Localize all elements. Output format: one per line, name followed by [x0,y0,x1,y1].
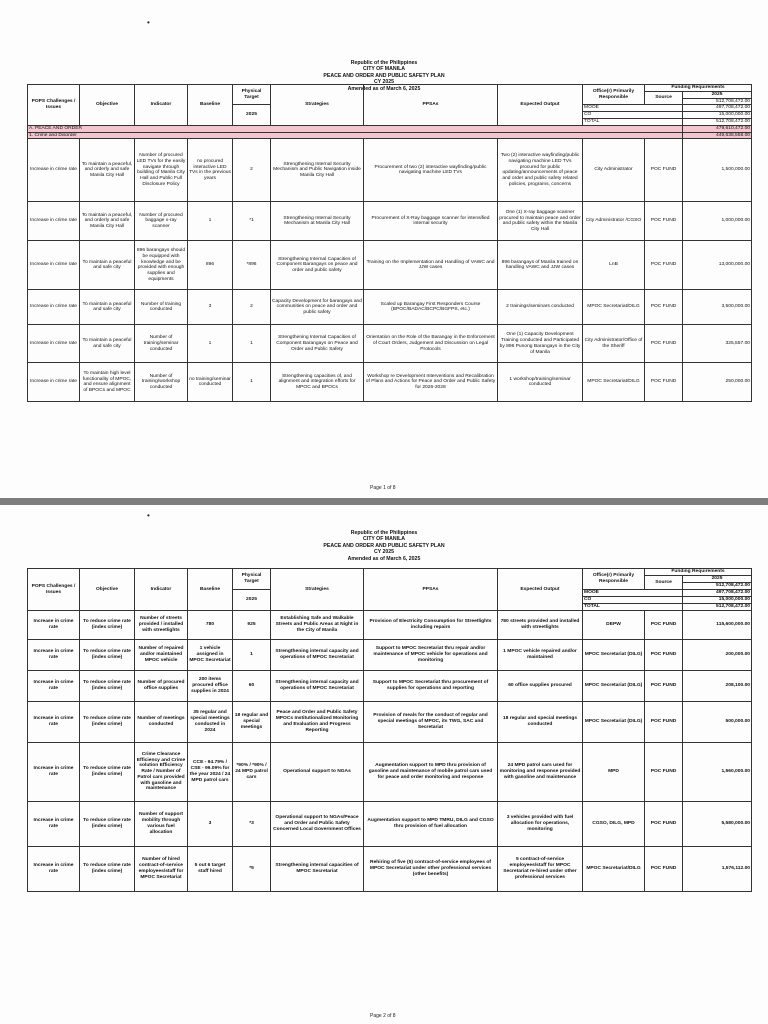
office-cell: MPOC Secretariat/DILG [583,847,645,892]
office-cell: MPOC Secretariat (DILG) [583,640,645,671]
source-cell: POC FUND [645,139,683,202]
strategy-cell: Establishing Safe and Walkable Streets and Public Areas at Night in the City of Manila [271,611,364,640]
ppsa-cell: Provision of meals for the conduct of regular and special meetings of MPOC, its TWG, SAC and Secretariat [364,702,498,743]
ppsa-cell: Support to MPOC Secretariat thru repair and/or maintenance of MPOC vehicle for operations and monitoring [364,640,498,671]
col-ppsas: PPSAs [364,85,498,126]
source-cell: POC FUND [645,290,683,325]
indicator-cell: Number of training conducted [135,290,188,325]
col-indicator: Indicator [135,85,188,126]
expected-output-cell: 5 contract-of-service employees/staff for MPOC Secretariat re-hired under other professional services [498,847,583,892]
office-cell: City Administrator/Office of the Sheriff [583,325,645,363]
ppsa-cell: Training on the Implementation and Handling of VAWC and JJW cases [364,241,498,290]
challenge-cell: Increase in crime rate [28,611,80,640]
target-cell: *896 [233,241,271,290]
col-indicator: Indicator [135,569,188,611]
col-expected-output: Expected Output [498,569,583,611]
target-cell: 2 [233,290,271,325]
indicator-cell: Number of meetings conducted [135,702,188,743]
challenge-cell: Increase in crime rate [28,202,80,241]
challenge-cell: Increase in crime rate [28,325,80,363]
target-cell: *90% / *90% / 24 MPD patrol cars [233,743,271,802]
table-row [28,611,752,640]
col-baseline: Baseline [188,569,233,611]
challenge-cell: Increase in crime rate [28,640,80,671]
source-cell: POC FUND [645,640,683,671]
section-1-label: 1. Crime and Disorder [28,132,683,139]
office-cell: LnB [583,241,645,290]
objective-cell: To reduce crime rate (index crime) [80,671,135,702]
col-source: Source [645,91,683,105]
target-cell: 925 [233,611,271,640]
co-label: CO [583,112,683,119]
office-cell: City Administrator [583,139,645,202]
objective-cell: To reduce crime rate (index crime) [80,743,135,802]
table-row [28,802,752,847]
ppsa-cell: Workshop re Development Interventions and Recalibration of Plans and Actions for Peace and Order and Public Safety for 2026-2028 [364,363,498,402]
section-1-amount: 449,638,558.00 [683,132,752,139]
header-line-5: Amended as of March 6, 2025 [347,85,421,92]
col-strategies: Strategies [271,569,364,611]
amount-cell: 250,000.00 [683,363,752,402]
strategy-cell: Peace and Order and Public Safety MPOCs Institutionalized Monitoring and Evaluation and Progress Reporting [271,702,364,743]
header-line-1: Republic of the Philippines [350,530,418,536]
ppsa-cell: Support to MPOC Secretariat thru procurement of supplies for operations and reporting [364,671,498,702]
challenge-cell: Increase in crime rate [28,847,80,892]
challenge-cell: Increase in crime rate [28,363,80,402]
source-cell: POC FUND [645,802,683,847]
office-cell: City Administrator /CGSO [583,202,645,241]
strategy-cell: Strengthening Internal Security Mechanism at Manila City Hall [271,202,364,241]
source-cell: POC FUND [645,611,683,640]
indicator-cell: 896 barangays should be equipped with knowledge and be provided with enough supplies and equipments [135,241,188,290]
target-cell: 60 [233,671,271,702]
amount-cell: 1,560,000.00 [683,743,752,802]
col-physical-target: Physical Target [233,85,271,105]
table-row [28,743,752,802]
total-amount: 512,708,472.00 [683,118,752,125]
ppsa-cell: Orientation on the Role of the Barangay in the Enforcement of Court Orders, Judgement and Discussion on Legal Protocols [364,325,498,363]
mooe-label: MOOE [583,105,683,112]
ppsa-cell: Procurement of two (2) interactive wayfinding/public navigating machine LED TVs [364,139,498,202]
col-year: 2025 [233,105,271,125]
office-cell: CGSO, DILG, MPD [583,802,645,847]
objective-cell: To maintain a peaceful, and orderly and safe Manila City Hall [80,202,135,241]
col-objective: Objective [80,85,135,126]
baseline-cell: 1 vehicle assigned in MPOC Secretariat [188,640,233,671]
col-funding: Funding Requirements [645,569,752,576]
mooe-amount: 497,708,472.00 [683,590,752,597]
challenge-cell: Increase in crime rate [28,802,80,847]
header-line-2: CITY OF MANILA [363,536,405,543]
office-cell: MPOC Secretariat/DILG [583,290,645,325]
ppsa-cell: Rehiring of five (5) contract-of-service employees of MPOC Secretariat under other professional services (other benefits) [364,847,498,892]
ppsa-cell: Procurement of X-Ray baggage scanner for intensified internal security [364,202,498,241]
col-office: Office(r) Primarily Responsible [583,569,645,590]
target-cell: 18 regular and special meetings [233,702,271,743]
strategy-cell: Strengthening capacities of, and alignment and integration efforts for MPOC and BPOCs [271,363,364,402]
target-cell: 1 [233,363,271,402]
table-row [28,640,752,671]
target-cell: 1 [233,325,271,363]
challenge-cell: Increase in crime rate [28,702,80,743]
strategy-cell: Strengthening Internal Capacities of Component Barangays on peace and order and public safety [271,241,364,290]
strategy-cell: Strengthening Internal Security Mechanism and Public Navigation inside Manila City Hall [271,139,364,202]
section-a-amount: 479,610,472.00 [683,125,752,132]
document-page-2 [0,505,768,1024]
indicator-cell: Number of repaired and/or maintained MPOC vehicle [135,640,188,671]
office-cell: MPOC Secretariat (DILG) [583,671,645,702]
source-cell: POC FUND [645,363,683,402]
indicator-cell: Number of procured baggage x-ray scanner [135,202,188,241]
source-cell: POC FUND [645,743,683,802]
office-cell: MPD [583,743,645,802]
header-line-5: Amended as of March 6, 2025 [347,555,421,562]
objective-cell: To maintain high level functionality of MPOC, and ensure alignment of BPOCs and MPOC [80,363,135,402]
col-challenges: POPS Challenges / Issues [28,569,80,611]
challenge-cell: Increase in crime rate [28,241,80,290]
baseline-cell: 896 [188,241,233,290]
baseline-cell: CCE - 94.79% / CSE - 99.09% for the year 2024 / 24 MPD patrol cars [188,743,233,802]
amount-cell: 5,580,000.00 [683,802,752,847]
source-cell: POC FUND [645,241,683,290]
expected-output-cell: 1 workshop/training/seminar conducted [498,363,583,402]
ppsa-cell: Scaled up Barangay First Responders Course (BPOC/BADAC/BCPC/BGFPS, etc.) [364,290,498,325]
col-ppsas: PPSAs [364,569,498,611]
expected-output-cell: 780 streets provided and installed with streetlights [498,611,583,640]
table-row [28,241,752,290]
ppsa-cell: Augmentation support to MPD thru provision of gasoline and maintenance of mobile patrol cars used for peace and order monitoring and response [364,743,498,802]
col-funding: Funding Requirements [645,85,752,92]
mooe-label: MOOE [583,590,683,597]
baseline-cell: 35 regular and special meetings conducted in 2024 [188,702,233,743]
page-header [0,530,768,562]
expected-output-cell: 3 vehicles provided with fuel allocation for operations, monitoring [498,802,583,847]
expected-output-cell: One (1) Capacity Development Training conducted and Participated by 896 Punong Barangays in the City of Manila [498,325,583,363]
objective-cell: To reduce crime rate (index crime) [80,802,135,847]
baseline-cell: 780 [188,611,233,640]
amount-cell: 208,100.00 [683,671,752,702]
amount-cell: 1,500,000.00 [683,139,752,202]
office-cell: MPOC Secretariat/DILG [583,363,645,402]
source-cell: POC FUND [645,202,683,241]
indicator-cell: Number of hired contract-of-service employees/staff for MPOC Secretariat [135,847,188,892]
objective-cell: To maintain a peaceful, and orderly and safe Manila City Hall [80,139,135,202]
challenge-cell: Increase in crime rate [28,290,80,325]
section-a-label: A. PEACE AND ORDER [28,125,683,132]
header-line-2: CITY OF MANILA [363,66,405,73]
baseline-cell: 3 [188,290,233,325]
target-cell: *1 [233,202,271,241]
source-cell: POC FUND [645,702,683,743]
plan-table-page-1 [27,84,752,402]
expected-output-cell: 2 trainings/seminars conducted [498,290,583,325]
col-office: Office(r) Primarily Responsible [583,85,645,105]
indicator-cell: Number of training/workshop conducted [135,363,188,402]
col-year: 2025 [233,590,271,611]
expected-output-cell: 24 MPD patrol cars used for monitoring and response provided with gasoline and maintenance [498,743,583,802]
expected-output-cell: 60 office supplies procured [498,671,583,702]
amount-cell: 1,000,000.00 [683,202,752,241]
funding-top-total: 512,708,472.00 [683,583,752,590]
indicator-cell: Number of training/seminar conducted [135,325,188,363]
header-line-4: CY 2025 [373,549,395,556]
source-cell: POC FUND [645,671,683,702]
baseline-cell: 3 [188,802,233,847]
col-funding-year: 2025 [683,576,752,583]
expected-output-cell: 896 barangays of Manila trained on handling VAWC and JJW cases [498,241,583,290]
ppsa-cell: Augmentation support to MPD TMRU, DILG and CGSO thru provision of fuel allocation [364,802,498,847]
objective-cell: To reduce crime rate (index crime) [80,640,135,671]
challenge-cell: Increase in crime rate [28,139,80,202]
expected-output-cell: 1 MPOC vehicle repaired and/or maintained [498,640,583,671]
funding-top-total: 512,708,472.00 [683,98,752,105]
strategy-cell: Strengthening internal capacities of MPOC Secretariat [271,847,364,892]
amount-cell: 200,000.00 [683,640,752,671]
co-amount: 15,000,000.00 [683,112,752,119]
indicator-cell: Number of procured office supplies [135,671,188,702]
total-label: TOTAL [583,118,683,125]
total-amount: 512,708,472.00 [683,604,752,611]
scan-mark: • [147,18,150,27]
indicator-cell: Crime Clearance Efficiency and Crime solution Efficiency Rate / Number of Patrol cars provided with gasoline and maintenance [135,743,188,802]
objective-cell: To maintain a peaceful and safe city [80,241,135,290]
baseline-cell: 200 items procured office supplies in 2024 [188,671,233,702]
header-line-4: CY 2025 [373,79,395,86]
target-cell: 2 [233,139,271,202]
col-strategies: Strategies [271,85,364,126]
baseline-cell: no training/seminar conducted [188,363,233,402]
col-funding-year: 2025 [683,91,752,98]
table-row [28,290,752,325]
table-row [28,202,752,241]
table-row [28,363,752,402]
baseline-cell: 5 out 6 target staff hired [188,847,233,892]
co-amount: 15,000,000.00 [683,597,752,604]
objective-cell: To reduce crime rate (index crime) [80,847,135,892]
page-footer: Page 1 of 8 [370,485,396,491]
objective-cell: To reduce crime rate (index crime) [80,611,135,640]
strategy-cell: Strengthening internal capacity and operations of MPOC Secretariat [271,640,364,671]
section-row [28,132,752,139]
col-objective: Objective [80,569,135,611]
expected-output-cell: One (1) X-ray baggage scanner procured to maintain peace and order and public safety within the Manila City Hall [498,202,583,241]
strategy-cell: Operational support to NGAs [271,743,364,802]
ppsa-cell: Provision of Electricity Consumption for Streetlights including repairs [364,611,498,640]
strategy-cell: Strengthening Internal Capacities of Component Barangays on Peace and Order and Public Safety [271,325,364,363]
amount-cell: 1,576,112.00 [683,847,752,892]
amount-cell: 3,500,000.00 [683,290,752,325]
co-label: CO [583,597,683,604]
total-label: TOTAL [583,604,683,611]
indicator-cell: Number of procured LED TVs for the easily navigate through building of Manila City Hall and Public Full Disclosure Policy [135,139,188,202]
plan-table-page-2 [27,568,752,892]
table-row [28,325,752,363]
table-row [28,671,752,702]
objective-cell: To maintain a peaceful and safe city [80,325,135,363]
amount-cell: 13,000,000.00 [683,241,752,290]
objective-cell: To reduce crime rate (index crime) [80,702,135,743]
office-cell: DEPW [583,611,645,640]
col-baseline: Baseline [188,85,233,126]
page-footer: Page 2 of 8 [370,1013,396,1019]
source-cell: POC FUND [645,325,683,363]
table-row [28,847,752,892]
col-challenges: POPS Challenges / Issues [28,85,80,126]
expected-output-cell: Two (2) interactive wayfinding/public navigating machine LED TVs procured for public updating/announcements of peace and order and public safety related policies, programs, concerns [498,139,583,202]
target-cell: *5 [233,847,271,892]
source-cell: POC FUND [645,847,683,892]
mooe-amount: 497,708,472.00 [683,105,752,112]
document-page-1 [0,0,768,498]
office-cell: MPOC Secretariat (DILG) [583,702,645,743]
target-cell: 1 [233,640,271,671]
header-line-1: Republic of the Philippines [350,60,418,66]
scan-mark: • [147,511,150,520]
header-line-3: PEACE AND ORDER AND PUBLIC SAFETY PLAN [323,72,445,79]
challenge-cell: Increase in crime rate [28,743,80,802]
baseline-cell: 1 [188,325,233,363]
amount-cell: 500,000.00 [683,702,752,743]
strategy-cell: Operational support to NGAs/Peace and Order and Public Safety Concerned Local Government Offices [271,802,364,847]
objective-cell: To maintain a peaceful and safe city [80,290,135,325]
strategy-cell: Capacity Development for barangays and communities on peace and order and public safety [271,290,364,325]
col-expected-output: Expected Output [498,85,583,126]
section-row [28,125,752,132]
col-source: Source [645,576,683,590]
challenge-cell: Increase in crime rate [28,671,80,702]
amount-cell: 325,557.00 [683,325,752,363]
expected-output-cell: 18 regular and special meetings conducted [498,702,583,743]
target-cell: *3 [233,802,271,847]
table-row [28,139,752,202]
table-row [28,702,752,743]
indicator-cell: Number of streets provided / installed with streetlights [135,611,188,640]
strategy-cell: Strengthening internal capacity and operations of MPOC Secretariat [271,671,364,702]
indicator-cell: Number of support mobility through various fuel allocation [135,802,188,847]
col-physical-target: Physical Target [233,569,271,590]
amount-cell: 115,600,000.00 [683,611,752,640]
baseline-cell: 1 [188,202,233,241]
baseline-cell: no procured interactive LED TVs in the previous years [188,139,233,202]
header-line-3: PEACE AND ORDER AND PUBLIC SAFETY PLAN [323,542,445,549]
